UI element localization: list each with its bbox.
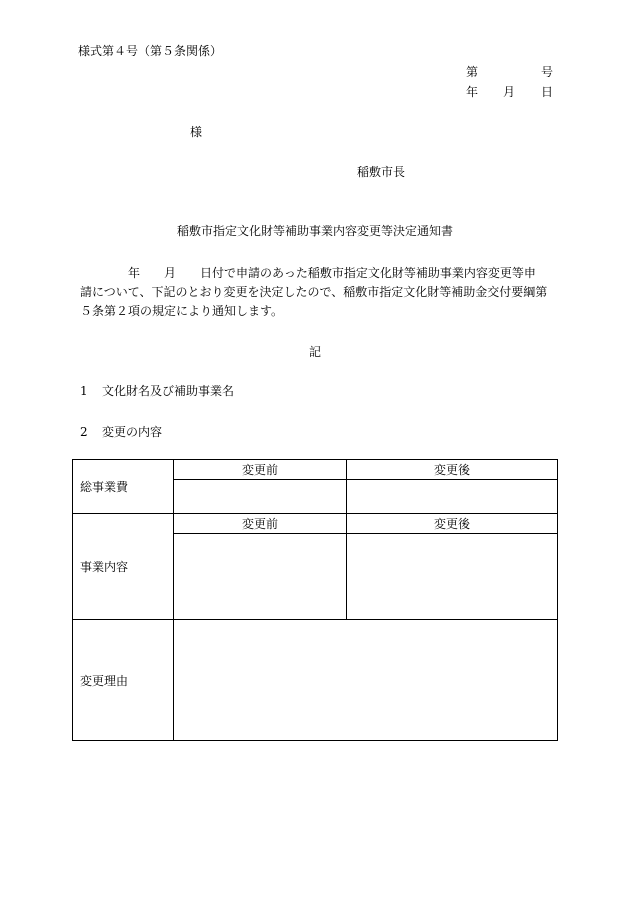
form-number: 様式第４号（第５条関係） bbox=[78, 44, 223, 58]
total-cost-after-header: 変更後 bbox=[347, 460, 558, 480]
total-cost-before-cell[interactable] bbox=[174, 480, 347, 514]
item-1-number: 1 bbox=[80, 384, 88, 398]
reason-cell[interactable] bbox=[174, 620, 558, 741]
ki-heading: 記 bbox=[308, 345, 321, 359]
item-2-label: 変更の内容 bbox=[102, 425, 163, 439]
body-line-2: 請について、下記のとおり変更を決定したので、稲敷市指定文化財等補助金交付要綱第 bbox=[80, 285, 548, 299]
body-line-1: 年 月 日付で申請のあった稲敷市指定文化財等補助事業内容変更等申 bbox=[80, 266, 536, 280]
number-prefix: 第 bbox=[466, 65, 479, 79]
body-paragraph bbox=[80, 264, 556, 321]
number-suffix: 号 bbox=[541, 65, 554, 79]
total-cost-label: 総事業費 bbox=[73, 460, 174, 514]
body-line-3: ５条第２項の規定により通知します。 bbox=[80, 304, 284, 318]
date-month-label: 月 bbox=[503, 85, 516, 99]
content-after-cell[interactable] bbox=[347, 534, 558, 620]
date-year-label: 年 bbox=[466, 85, 479, 99]
change-details-table bbox=[72, 459, 558, 741]
addressee-suffix: 様 bbox=[190, 125, 203, 139]
item-1 bbox=[80, 382, 234, 399]
total-cost-after-cell[interactable] bbox=[347, 480, 558, 514]
content-before-header: 変更前 bbox=[174, 514, 347, 534]
item-2-number: 2 bbox=[80, 425, 88, 439]
total-cost-before-header: 変更前 bbox=[174, 460, 347, 480]
content-before-cell[interactable] bbox=[174, 534, 347, 620]
item-1-label: 文化財名及び補助事業名 bbox=[102, 384, 235, 398]
content-after-header: 変更後 bbox=[347, 514, 558, 534]
document-title: 稲敷市指定文化財等補助事業内容変更等決定通知書 bbox=[176, 224, 453, 238]
issuer-name: 稲敷市長 bbox=[357, 165, 406, 179]
date-day-label: 日 bbox=[541, 85, 554, 99]
reason-label: 変更理由 bbox=[73, 620, 174, 741]
content-label: 事業内容 bbox=[73, 514, 174, 620]
item-2 bbox=[80, 423, 162, 440]
